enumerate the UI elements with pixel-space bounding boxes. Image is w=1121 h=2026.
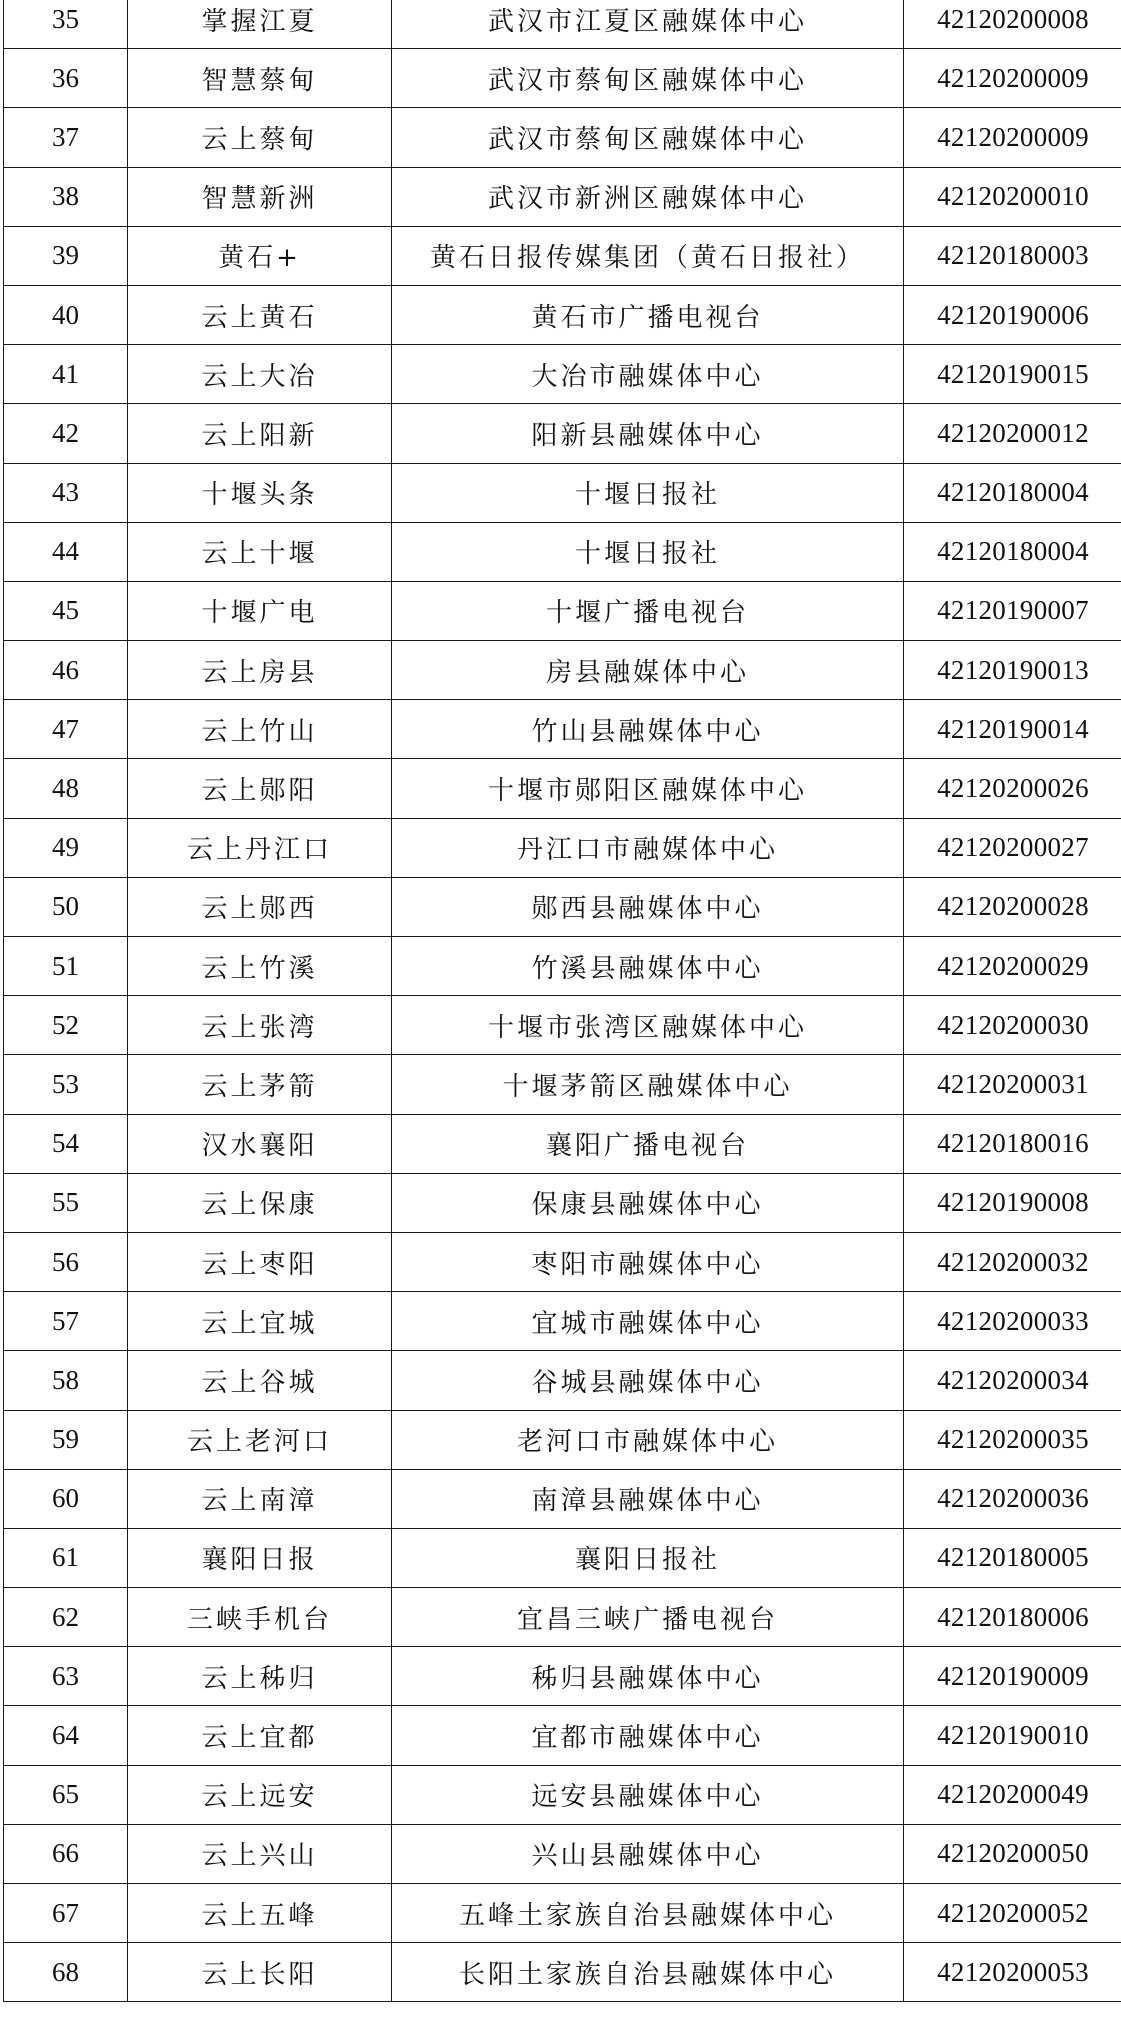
organization-cell: 保康县融媒体中心 bbox=[392, 1173, 904, 1232]
organization-cell: 长阳土家族自治县融媒体中心 bbox=[392, 1943, 904, 2002]
row-number-cell: 46 bbox=[4, 641, 128, 700]
organization-cell: 武汉市蔡甸区融媒体中心 bbox=[392, 49, 904, 108]
table-row bbox=[4, 700, 1121, 759]
row-number-cell: 52 bbox=[4, 996, 128, 1055]
app-name-cell: 云上十堰 bbox=[128, 522, 392, 581]
organization-cell: 五峰土家族自治县融媒体中心 bbox=[392, 1884, 904, 1943]
organization-cell: 黄石市广播电视台 bbox=[392, 285, 904, 344]
registration-code-cell: 42120180005 bbox=[904, 1528, 1121, 1587]
registration-code-cell: 42120200031 bbox=[904, 1055, 1121, 1114]
app-name-cell: 十堰广电 bbox=[128, 581, 392, 640]
table-row bbox=[4, 1647, 1121, 1706]
table-row bbox=[4, 937, 1121, 996]
table-row bbox=[4, 1469, 1121, 1528]
row-number-cell: 64 bbox=[4, 1706, 128, 1765]
registration-code-cell: 42120200012 bbox=[904, 404, 1121, 463]
table-row bbox=[4, 0, 1121, 49]
organization-cell: 兴山县融媒体中心 bbox=[392, 1824, 904, 1883]
organization-cell: 枣阳市融媒体中心 bbox=[392, 1232, 904, 1291]
row-number-cell: 65 bbox=[4, 1765, 128, 1824]
registration-code-cell: 42120200050 bbox=[904, 1824, 1121, 1883]
table-row bbox=[4, 641, 1121, 700]
organization-cell: 武汉市蔡甸区融媒体中心 bbox=[392, 108, 904, 167]
row-number-cell: 44 bbox=[4, 522, 128, 581]
table-row bbox=[4, 285, 1121, 344]
organization-cell: 房县融媒体中心 bbox=[392, 641, 904, 700]
app-name-cell: 云上兴山 bbox=[128, 1824, 392, 1883]
table-row bbox=[4, 996, 1121, 1055]
registration-code-cell: 42120200035 bbox=[904, 1410, 1121, 1469]
app-name-cell: 云上丹江口 bbox=[128, 818, 392, 877]
row-number-cell: 66 bbox=[4, 1824, 128, 1883]
registration-code-cell: 42120200033 bbox=[904, 1292, 1121, 1351]
organization-cell: 竹溪县融媒体中心 bbox=[392, 937, 904, 996]
row-number-cell: 55 bbox=[4, 1173, 128, 1232]
registration-code-cell: 42120190015 bbox=[904, 345, 1121, 404]
table-row bbox=[4, 1528, 1121, 1587]
organization-cell: 宜昌三峡广播电视台 bbox=[392, 1588, 904, 1647]
table-body bbox=[4, 0, 1121, 2002]
app-name-cell: 云上五峰 bbox=[128, 1884, 392, 1943]
app-name-cell: 云上秭归 bbox=[128, 1647, 392, 1706]
row-number-cell: 61 bbox=[4, 1528, 128, 1587]
table-row bbox=[4, 1765, 1121, 1824]
organization-cell: 十堰市郧阳区融媒体中心 bbox=[392, 759, 904, 818]
row-number-cell: 56 bbox=[4, 1232, 128, 1291]
organization-cell: 南漳县融媒体中心 bbox=[392, 1469, 904, 1528]
registration-code-cell: 42120200028 bbox=[904, 877, 1121, 936]
organization-cell: 武汉市新洲区融媒体中心 bbox=[392, 167, 904, 226]
app-name-cell: 云上阳新 bbox=[128, 404, 392, 463]
row-number-cell: 60 bbox=[4, 1469, 128, 1528]
registration-code-cell: 42120190006 bbox=[904, 285, 1121, 344]
app-name-cell: 云上郧阳 bbox=[128, 759, 392, 818]
registration-code-cell: 42120200027 bbox=[904, 818, 1121, 877]
registration-code-cell: 42120200026 bbox=[904, 759, 1121, 818]
table-row bbox=[4, 1410, 1121, 1469]
registration-code-cell: 42120180006 bbox=[904, 1588, 1121, 1647]
row-number-cell: 68 bbox=[4, 1943, 128, 2002]
row-number-cell: 59 bbox=[4, 1410, 128, 1469]
registration-code-cell: 42120190008 bbox=[904, 1173, 1121, 1232]
app-name-cell: 汉水襄阳 bbox=[128, 1114, 392, 1173]
organization-cell: 宜都市融媒体中心 bbox=[392, 1706, 904, 1765]
row-number-cell: 37 bbox=[4, 108, 128, 167]
app-name-cell: 云上南漳 bbox=[128, 1469, 392, 1528]
table-row bbox=[4, 49, 1121, 108]
organization-cell: 武汉市江夏区融媒体中心 bbox=[392, 0, 904, 49]
registration-code-cell: 42120200009 bbox=[904, 49, 1121, 108]
app-name-cell: 云上保康 bbox=[128, 1173, 392, 1232]
table-row bbox=[4, 1173, 1121, 1232]
registration-code-cell: 42120190007 bbox=[904, 581, 1121, 640]
table-row bbox=[4, 759, 1121, 818]
app-name-cell: 云上茅箭 bbox=[128, 1055, 392, 1114]
registration-code-cell: 42120190013 bbox=[904, 641, 1121, 700]
organization-cell: 十堰日报社 bbox=[392, 463, 904, 522]
app-name-cell: 云上远安 bbox=[128, 1765, 392, 1824]
table-row bbox=[4, 1292, 1121, 1351]
registration-code-cell: 42120180004 bbox=[904, 463, 1121, 522]
table-row bbox=[4, 1232, 1121, 1291]
registration-code-cell: 42120200029 bbox=[904, 937, 1121, 996]
table-row bbox=[4, 226, 1121, 285]
app-name-cell: 云上蔡甸 bbox=[128, 108, 392, 167]
app-name-cell: 云上宜城 bbox=[128, 1292, 392, 1351]
row-number-cell: 63 bbox=[4, 1647, 128, 1706]
organization-cell: 阳新县融媒体中心 bbox=[392, 404, 904, 463]
table-row bbox=[4, 877, 1121, 936]
row-number-cell: 62 bbox=[4, 1588, 128, 1647]
row-number-cell: 67 bbox=[4, 1884, 128, 1943]
table-row bbox=[4, 463, 1121, 522]
organization-cell: 丹江口市融媒体中心 bbox=[392, 818, 904, 877]
app-name-cell: 云上房县 bbox=[128, 641, 392, 700]
app-name-cell: 云上长阳 bbox=[128, 1943, 392, 2002]
organization-cell: 郧西县融媒体中心 bbox=[392, 877, 904, 936]
app-name-cell: 云上竹溪 bbox=[128, 937, 392, 996]
registration-code-cell: 42120180003 bbox=[904, 226, 1121, 285]
row-number-cell: 51 bbox=[4, 937, 128, 996]
organization-cell: 谷城县融媒体中心 bbox=[392, 1351, 904, 1410]
registration-code-cell: 42120200032 bbox=[904, 1232, 1121, 1291]
organization-cell: 大冶市融媒体中心 bbox=[392, 345, 904, 404]
organization-cell: 十堰市张湾区融媒体中心 bbox=[392, 996, 904, 1055]
table-row bbox=[4, 818, 1121, 877]
row-number-cell: 48 bbox=[4, 759, 128, 818]
table-row bbox=[4, 522, 1121, 581]
registration-code-cell: 42120200053 bbox=[904, 1943, 1121, 2002]
organization-cell: 老河口市融媒体中心 bbox=[392, 1410, 904, 1469]
registration-code-cell: 42120200049 bbox=[904, 1765, 1121, 1824]
app-name-cell: 云上大冶 bbox=[128, 345, 392, 404]
app-name-cell: 云上郧西 bbox=[128, 877, 392, 936]
table-row bbox=[4, 1884, 1121, 1943]
row-number-cell: 49 bbox=[4, 818, 128, 877]
organization-cell: 襄阳日报社 bbox=[392, 1528, 904, 1587]
row-number-cell: 50 bbox=[4, 877, 128, 936]
app-name-cell: 十堰头条 bbox=[128, 463, 392, 522]
registration-code-cell: 42120200030 bbox=[904, 996, 1121, 1055]
app-name-cell: 智慧蔡甸 bbox=[128, 49, 392, 108]
registration-code-cell: 42120200052 bbox=[904, 1884, 1121, 1943]
table-row bbox=[4, 345, 1121, 404]
organization-cell: 远安县融媒体中心 bbox=[392, 1765, 904, 1824]
app-name-cell: 云上竹山 bbox=[128, 700, 392, 759]
app-name-cell: 智慧新洲 bbox=[128, 167, 392, 226]
registration-code-cell: 42120200009 bbox=[904, 108, 1121, 167]
app-name-cell: 三峡手机台 bbox=[128, 1588, 392, 1647]
organization-cell: 宜城市融媒体中心 bbox=[392, 1292, 904, 1351]
table-row bbox=[4, 404, 1121, 463]
row-number-cell: 35 bbox=[4, 0, 128, 49]
app-name-cell: 云上黄石 bbox=[128, 285, 392, 344]
organization-cell: 十堰广播电视台 bbox=[392, 581, 904, 640]
organization-cell: 十堰日报社 bbox=[392, 522, 904, 581]
table-row bbox=[4, 1824, 1121, 1883]
organization-cell: 竹山县融媒体中心 bbox=[392, 700, 904, 759]
registration-code-cell: 42120180016 bbox=[904, 1114, 1121, 1173]
table-row bbox=[4, 1114, 1121, 1173]
row-number-cell: 58 bbox=[4, 1351, 128, 1410]
organization-cell: 襄阳广播电视台 bbox=[392, 1114, 904, 1173]
registration-code-cell: 42120200008 bbox=[904, 0, 1121, 49]
row-number-cell: 43 bbox=[4, 463, 128, 522]
registration-code-cell: 42120190009 bbox=[904, 1647, 1121, 1706]
row-number-cell: 41 bbox=[4, 345, 128, 404]
registry-table bbox=[3, 0, 1121, 2002]
organization-cell: 十堰茅箭区融媒体中心 bbox=[392, 1055, 904, 1114]
app-name-cell: 云上宜都 bbox=[128, 1706, 392, 1765]
row-number-cell: 54 bbox=[4, 1114, 128, 1173]
app-name-cell: 黄石+ bbox=[128, 226, 392, 285]
organization-cell: 黄石日报传媒集团（黄石日报社） bbox=[392, 226, 904, 285]
app-name-cell: 云上谷城 bbox=[128, 1351, 392, 1410]
app-name-cell: 襄阳日报 bbox=[128, 1528, 392, 1587]
app-name-cell: 云上张湾 bbox=[128, 996, 392, 1055]
row-number-cell: 42 bbox=[4, 404, 128, 463]
app-name-cell: 云上枣阳 bbox=[128, 1232, 392, 1291]
table-row bbox=[4, 108, 1121, 167]
registration-code-cell: 42120200010 bbox=[904, 167, 1121, 226]
table-row bbox=[4, 581, 1121, 640]
organization-cell: 秭归县融媒体中心 bbox=[392, 1647, 904, 1706]
app-name-cell: 云上老河口 bbox=[128, 1410, 392, 1469]
registration-code-cell: 42120190010 bbox=[904, 1706, 1121, 1765]
registration-code-cell: 42120200036 bbox=[904, 1469, 1121, 1528]
table-row bbox=[4, 1706, 1121, 1765]
row-number-cell: 36 bbox=[4, 49, 128, 108]
registration-code-cell: 42120180004 bbox=[904, 522, 1121, 581]
table-row bbox=[4, 167, 1121, 226]
registration-code-cell: 42120190014 bbox=[904, 700, 1121, 759]
row-number-cell: 39 bbox=[4, 226, 128, 285]
row-number-cell: 47 bbox=[4, 700, 128, 759]
table-row bbox=[4, 1588, 1121, 1647]
table-row bbox=[4, 1055, 1121, 1114]
table-row bbox=[4, 1351, 1121, 1410]
app-name-cell: 掌握江夏 bbox=[128, 0, 392, 49]
table-row bbox=[4, 1943, 1121, 2002]
row-number-cell: 53 bbox=[4, 1055, 128, 1114]
registration-code-cell: 42120200034 bbox=[904, 1351, 1121, 1410]
row-number-cell: 57 bbox=[4, 1292, 128, 1351]
row-number-cell: 40 bbox=[4, 285, 128, 344]
row-number-cell: 38 bbox=[4, 167, 128, 226]
row-number-cell: 45 bbox=[4, 581, 128, 640]
